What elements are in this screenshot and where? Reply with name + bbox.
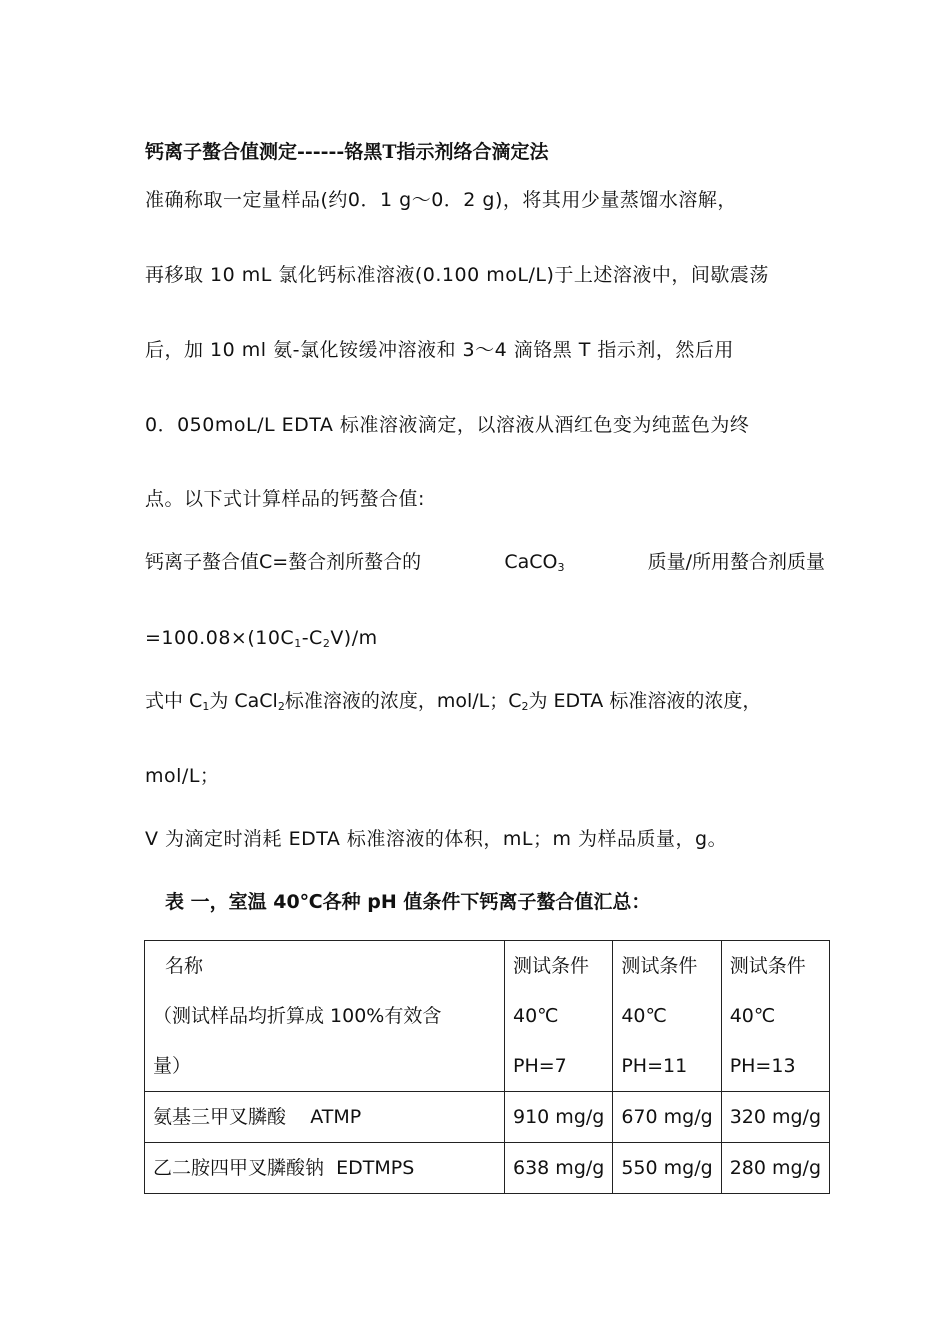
table-row <box>145 1092 830 1143</box>
table-row <box>145 1143 830 1194</box>
row-value-cell: 280 mg/g <box>721 1143 829 1194</box>
formula-caco3: CaCO$_3$ <box>504 551 565 574</box>
row-name-cell: 氨基三甲叉膦酸 ATMP <box>145 1092 505 1143</box>
procedure-line-1: 准确称取一定量样品(约0．1 g～0．2 g)，将其用少量蒸馏水溶解， <box>145 189 737 211</box>
header-name-cell: 名称 （测试样品均折算成 100%有效含 量） <box>145 941 505 1092</box>
formula-lead: 钙离子螯合值C=螯合剂所螯合的 <box>145 551 422 573</box>
table-caption: 表 一，室温 40℃各种 pH 值条件下钙离子螯合值汇总： <box>165 891 651 913</box>
procedure-line-3: 后，加 10 ml 氨-氯化铵缓冲溶液和 3～4 滴铬黑 T 指示剂，然后用 <box>145 339 734 361</box>
row-name-cell: 乙二胺四甲叉膦酸钠 EDTMPS <box>145 1143 505 1194</box>
formula-equation: $=100.08\times(10C_1-C_2V)/m$ <box>145 627 378 650</box>
document-title: 钙离子螯合值测定------铬黑T指示剂络合滴定法 <box>145 141 549 163</box>
definition-line-1: 式中 $C_1$为 CaCl$_2$标准溶液的浓度，mol/L；$C_2$为 EDTA 标准溶液的浓度， <box>145 690 762 713</box>
row-value-cell: 320 mg/g <box>721 1092 829 1143</box>
procedure-line-4: 0．050moL/L EDTA 标准溶液滴定，以溶液从酒红色变为纯蓝色为终 <box>145 414 750 436</box>
header-cond-cell-3: 测试条件 40℃ PH=13 <box>721 941 829 1092</box>
header-cond-cell-2: 测试条件 40℃ PH=11 <box>613 941 721 1092</box>
formula-definition <box>145 549 825 575</box>
row-value-cell: 670 mg/g <box>613 1092 721 1143</box>
table-header-row <box>145 941 830 1092</box>
formula-tail: 质量/所用螯合剂质量 <box>647 551 825 573</box>
procedure-line-5: 点。以下式计算样品的钙螯合值: <box>145 488 425 510</box>
row-value-cell: 910 mg/g <box>505 1092 613 1143</box>
row-value-cell: 638 mg/g <box>505 1143 613 1194</box>
procedure-line-2: 再移取 10 mL 氯化钙标准溶液(0.100 moL/L)于上述溶液中，间歇震荡 <box>145 264 769 286</box>
definition-line-2: mol/L； <box>145 765 220 787</box>
results-table <box>144 940 830 1194</box>
definition-line-3: V 为滴定时消耗 EDTA 标准溶液的体积，mL；m 为样品质量，g。 <box>145 828 728 850</box>
header-cond-cell-1: 测试条件 40℃ PH=7 <box>505 941 613 1092</box>
row-value-cell: 550 mg/g <box>613 1143 721 1194</box>
